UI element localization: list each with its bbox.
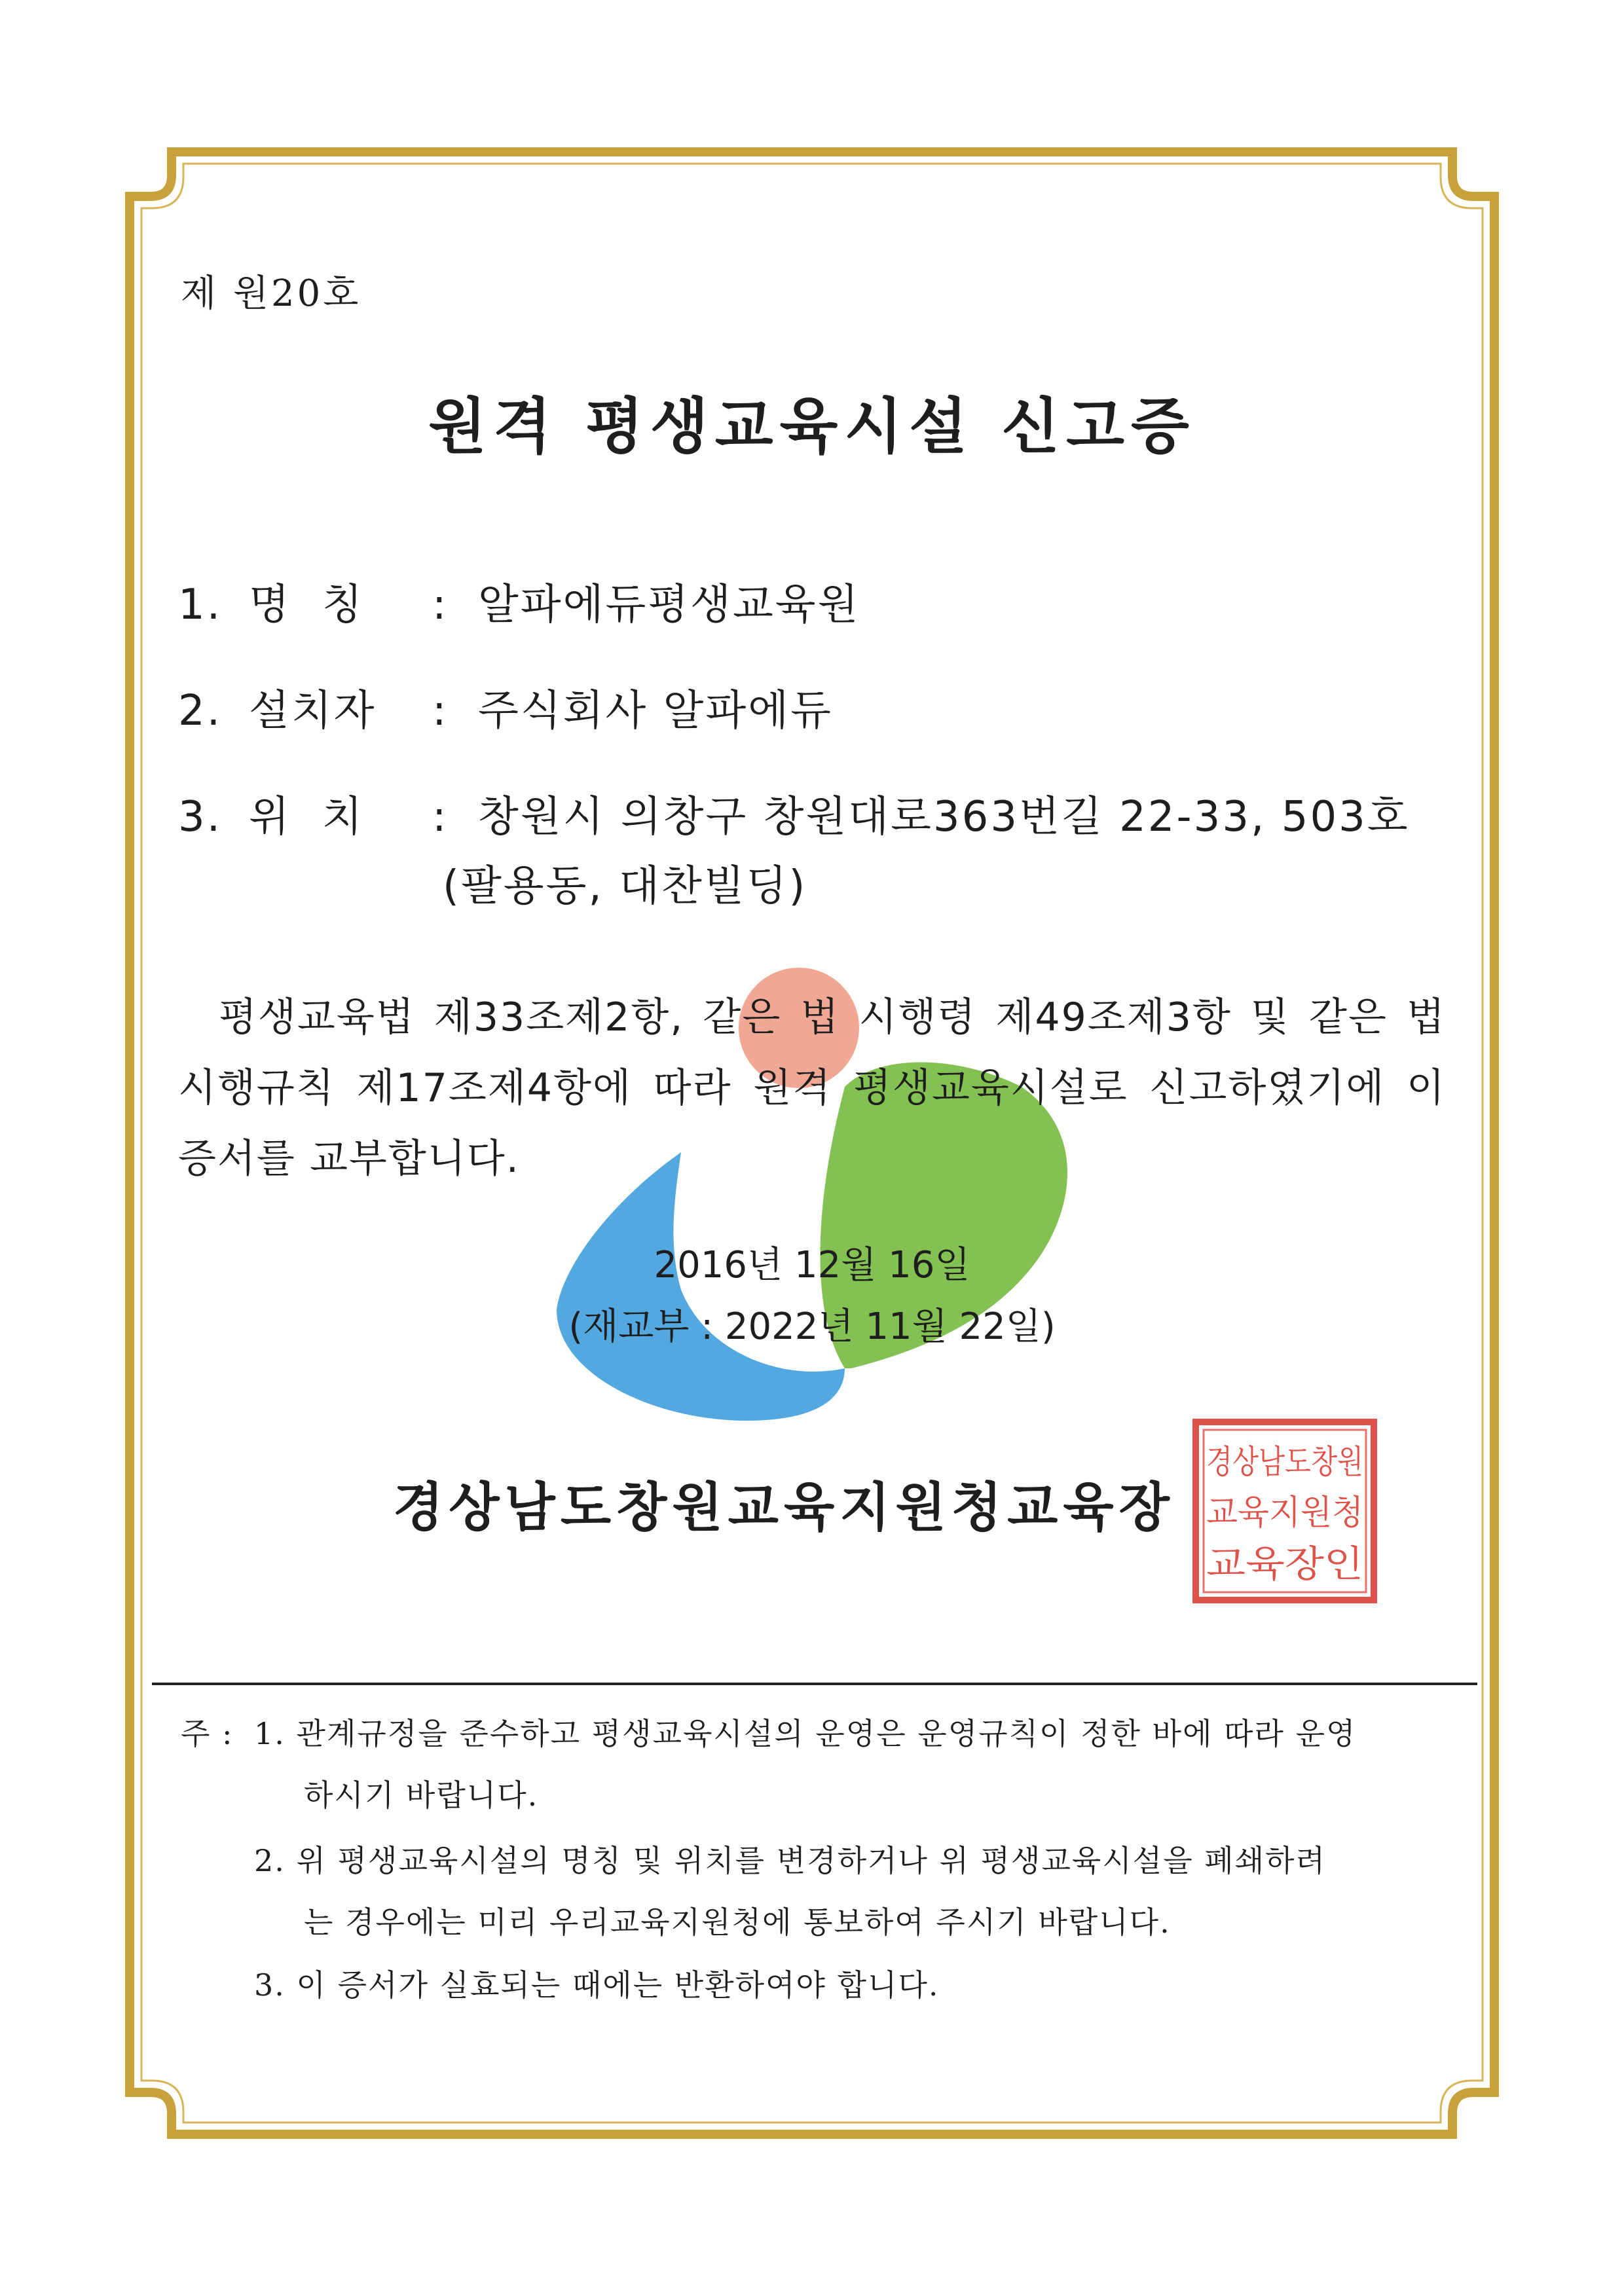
reissue-date: (재교부 : 2022년 11월 22일) — [568, 1305, 1056, 1348]
note-text: 이 증서가 실효되는 때에는 반환하여야 합니다. — [296, 1967, 940, 2003]
field-number: 2. — [178, 687, 223, 735]
note-text: 위 평생교육시설의 명칭 및 위치를 변경하거나 위 평생교육시설을 폐쇄하려 — [296, 1843, 1327, 1878]
note-number: 1. — [254, 1716, 286, 1751]
note-item — [254, 1710, 1356, 1753]
field-number: 1. — [178, 581, 223, 629]
field-colon: : — [432, 581, 449, 629]
certificate-number: 제 원20호 — [181, 272, 361, 315]
note-text-continued: 하시기 바랍니다. — [304, 1777, 539, 1813]
field-label: 위 치 — [249, 793, 365, 841]
note-text: 관계규정을 준수하고 평생교육시설의 운영은 운영규칙이 정한 바에 따라 운영 — [296, 1716, 1357, 1751]
seal-text-line: 교육장인 — [1206, 1543, 1363, 1586]
note-number: 3. — [254, 1967, 286, 2003]
field-name — [178, 571, 860, 631]
certificate-body: 평생교육법 제33조제2항, 같은 법 시행령 제49조제3항 및 같은 법 시행규칙 제17조제4항에 따라 원격 평생교육시설로 신고하였기에 이 증서를 교부합니다. — [178, 994, 1446, 1182]
field-colon: : — [432, 687, 449, 735]
field-value: 알파에듀평생교육원 — [478, 581, 860, 629]
seal-text-line: 경상남도창원 — [1206, 1443, 1363, 1481]
note-number: 2. — [254, 1843, 286, 1878]
seal-text-line: 교육지원청 — [1206, 1493, 1363, 1533]
note-item — [254, 1961, 940, 2005]
note-text-continued: 는 경우에는 미리 우리교육지원청에 통보하여 주시기 바랍니다. — [304, 1904, 1171, 1940]
notes-prefix: 주 : — [181, 1716, 234, 1751]
field-label: 명 칭 — [249, 581, 365, 629]
field-value: 창원시 의창구 창원대로363번길 22-33, 503호 — [478, 793, 1410, 841]
note-item — [254, 1837, 1326, 1880]
issuer-name: 경상남도창원교육지원청교육장 — [393, 1477, 1175, 1538]
official-seal — [1187, 1413, 1383, 1609]
field-location — [178, 783, 1410, 843]
field-value: 주식회사 알파에듀 — [478, 687, 833, 735]
field-number: 3. — [178, 793, 223, 841]
field-location-line2: (팔용동, 대찬빌딩) — [443, 862, 807, 911]
field-colon: : — [432, 793, 449, 841]
field-label: 설치자 — [249, 687, 377, 735]
field-founder — [178, 677, 833, 737]
certificate-title: 원격 평생교육시설 신고증 — [428, 392, 1196, 462]
notes-divider — [152, 1683, 1477, 1685]
issue-date: 2016년 12월 16일 — [654, 1244, 970, 1286]
